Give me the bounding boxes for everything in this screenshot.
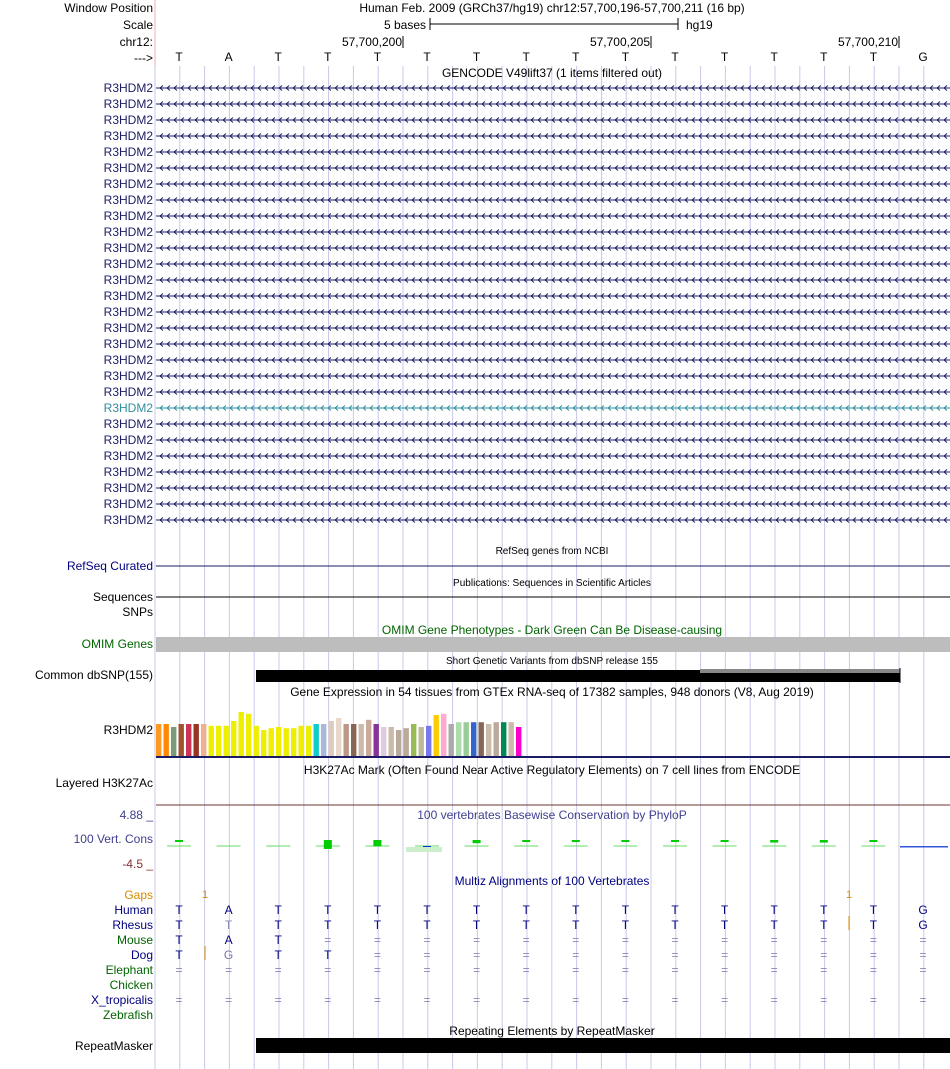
sequence-base: T	[770, 50, 778, 64]
alignment-base: =	[770, 948, 778, 962]
alignment-base: T	[720, 918, 729, 932]
alignment-base: =	[572, 963, 580, 977]
gtex-tissue-bar	[216, 726, 221, 757]
gencode-transcript-label[interactable]: R3HDM2	[103, 369, 153, 383]
chrom-label: chr12:	[119, 35, 153, 49]
gencode-transcript-label[interactable]: R3HDM2	[103, 177, 153, 191]
alignment-base: =	[324, 933, 332, 947]
multiz-species-label: Dog	[130, 948, 153, 962]
gtex-tissue-bar	[441, 714, 446, 757]
alignment-base: =	[473, 963, 481, 977]
alignment-base: =	[473, 993, 481, 1007]
omim-bar	[156, 637, 950, 652]
alignment-base: =	[820, 963, 828, 977]
gtex-tissue-bar	[231, 721, 236, 757]
ruler-tick-label: 57,700,200	[341, 35, 402, 49]
gencode-transcript-label[interactable]: R3HDM2	[103, 417, 153, 431]
refseq-track-label[interactable]: RefSeq Curated	[66, 559, 153, 573]
gtex-tissue-bar	[336, 718, 341, 757]
ruler-tick-label: 57,700,210	[837, 35, 898, 49]
alignment-base: A	[224, 903, 233, 917]
alignment-base: =	[423, 993, 431, 1007]
sequence-base: G	[918, 50, 928, 64]
alignment-base: G	[223, 948, 234, 962]
alignment-base: T	[175, 933, 183, 947]
alignment-base: T	[324, 948, 332, 962]
alignment-base: =	[621, 933, 629, 947]
conservation-score-bar	[869, 840, 877, 842]
scale-db-label: hg19	[686, 18, 713, 32]
alignment-base: =	[770, 963, 778, 977]
alignment-base: T	[621, 918, 630, 932]
alignment-base: T	[175, 903, 183, 917]
alignment-base: T	[720, 903, 729, 917]
alignment-base: =	[324, 993, 332, 1007]
alignment-base: =	[225, 993, 233, 1007]
conservation-score-bar	[900, 846, 948, 848]
alignment-base: T	[522, 903, 530, 917]
gtex-tissue-bar	[494, 722, 499, 757]
alignment-base: T	[274, 903, 282, 917]
alignment-base: T	[175, 948, 183, 962]
conservation-track-label[interactable]: 100 Vert. Cons	[73, 832, 153, 846]
alignment-base: =	[671, 948, 679, 962]
sequence-base: T	[175, 50, 183, 64]
alignment-base: T	[522, 918, 530, 932]
alignment-base: =	[473, 933, 481, 947]
gtex-tissue-bar	[516, 727, 521, 757]
alignment-base: =	[820, 948, 828, 962]
alignment-base: T	[671, 903, 679, 917]
alignment-base: =	[522, 993, 530, 1007]
dbsnp-track-title: Short Genetic Variants from dbSNP release 155	[446, 656, 658, 667]
conservation-score-bar	[175, 840, 183, 842]
gencode-transcript-label[interactable]: R3HDM2	[103, 81, 153, 95]
gtex-tissue-bar	[344, 724, 349, 757]
alignment-base: =	[423, 963, 431, 977]
gencode-transcript-label[interactable]: R3HDM2	[103, 465, 153, 479]
gtex-tissue-bar	[269, 728, 274, 757]
alignment-base: =	[671, 933, 679, 947]
gtex-tissue-bar	[329, 721, 334, 757]
alignment-base: T	[621, 903, 630, 917]
gencode-transcript-label[interactable]: R3HDM2	[103, 209, 153, 223]
multiz-species-label: Human	[114, 903, 153, 917]
alignment-base: =	[522, 963, 530, 977]
alignment-base: T	[820, 918, 828, 932]
strand-label: --->	[134, 51, 153, 65]
alignment-base: T	[572, 918, 580, 932]
h3k27ac-track-title: H3K27Ac Mark (Often Found Near Active Regulatory Elements) on 7 cell lines from ENCODE	[303, 763, 801, 777]
gencode-transcript-label[interactable]: R3HDM2	[103, 161, 153, 175]
conservation-score-bar	[473, 840, 481, 843]
alignment-base: =	[869, 948, 877, 962]
gtex-tissue-bar	[351, 724, 356, 757]
gap-mark: 1	[846, 889, 853, 901]
sequence-base: T	[869, 50, 878, 64]
sequence-base: T	[572, 50, 580, 64]
multiz-track-title: Multiz Alignments of 100 Vertebrates	[454, 874, 650, 888]
alignment-base: T	[869, 903, 878, 917]
gtex-tissue-bar	[246, 714, 251, 757]
alignment-base: T	[770, 903, 778, 917]
gencode-transcript-label[interactable]: R3HDM2	[103, 497, 153, 511]
gencode-transcript-label[interactable]: R3HDM2	[103, 113, 153, 127]
gap-mark: 1	[202, 889, 209, 901]
conservation-score-bar	[671, 840, 679, 842]
gtex-tissue-bar	[224, 726, 229, 757]
gencode-transcript-label[interactable]: R3HDM2	[103, 321, 153, 335]
multiz-species-label: Mouse	[116, 933, 153, 947]
alignment-base: =	[572, 948, 580, 962]
conservation-score-bar	[522, 840, 530, 842]
refseq-track-title: RefSeq genes from NCBI	[495, 546, 609, 557]
gtex-track-title: Gene Expression in 54 tissues from GTEx RNA-seq of 17382 samples, 948 donors (V8, Aug 2019)	[290, 685, 814, 699]
alignment-base: =	[522, 933, 530, 947]
gtex-tissue-bar	[434, 715, 439, 757]
multiz-species-label: Elephant	[105, 963, 153, 977]
sequence-base: T	[373, 50, 382, 64]
gtex-tissue-bar	[314, 724, 319, 757]
conservation-ymax-label: 4.88 _	[119, 808, 153, 822]
conservation-score-bar	[621, 840, 629, 842]
alignment-base: =	[721, 993, 729, 1007]
conservation-negative-region	[406, 847, 442, 852]
gtex-tissue-bar	[374, 724, 379, 757]
sequence-base: T	[621, 50, 630, 64]
alignment-base: =	[721, 948, 729, 962]
gtex-tissue-bar	[449, 724, 454, 757]
alignment-base: =	[820, 933, 828, 947]
repeatmasker-bar	[256, 1038, 950, 1053]
alignment-base: T	[324, 918, 332, 932]
publications-sequences-label[interactable]: Sequences	[92, 590, 153, 604]
alignment-base: G	[918, 918, 928, 932]
sequence-base: T	[720, 50, 729, 64]
alignment-base: =	[919, 948, 927, 962]
gtex-tissue-bar	[156, 724, 161, 757]
gtex-tissue-bar	[456, 722, 461, 757]
alignment-base: T	[423, 903, 431, 917]
repeatmasker-track-label[interactable]: RepeatMasker	[74, 1039, 153, 1053]
omim-track-title: OMIM Gene Phenotypes - Dark Green Can Be Disease-causing	[381, 623, 723, 637]
gencode-transcript-label[interactable]: R3HDM2	[103, 97, 153, 111]
alignment-base: T	[274, 948, 282, 962]
sequence-base: T	[522, 50, 530, 64]
gtex-tissue-bar	[194, 724, 199, 757]
alignment-base: T	[274, 933, 282, 947]
gtex-tissue-bar	[261, 730, 266, 757]
alignment-base: =	[671, 963, 679, 977]
alignment-base: =	[671, 993, 679, 1007]
alignment-base: =	[274, 963, 282, 977]
alignment-base: =	[522, 948, 530, 962]
alignment-base: =	[919, 993, 927, 1007]
alignment-base: =	[373, 933, 381, 947]
alignment-base: T	[869, 918, 878, 932]
alignment-base: T	[274, 918, 282, 932]
alignment-base: G	[918, 903, 928, 917]
gtex-tissue-bar	[411, 724, 416, 757]
alignment-base: T	[671, 918, 679, 932]
conservation-score-bar	[572, 840, 580, 842]
alignment-base: =	[820, 993, 828, 1007]
alignment-base: T	[373, 903, 382, 917]
gtex-tissue-bar	[254, 726, 259, 757]
gencode-transcript-label[interactable]: R3HDM2	[103, 305, 153, 319]
multiz-species-label: Chicken	[109, 978, 153, 992]
publications-snps-label[interactable]: SNPs	[122, 605, 153, 619]
alignment-base: T	[770, 918, 778, 932]
sequence-base: T	[324, 50, 332, 64]
dbsnp-track-label[interactable]: Common dbSNP(155)	[34, 668, 153, 682]
gencode-transcript-label[interactable]: R3HDM2	[103, 225, 153, 239]
gtex-tissue-bar	[171, 727, 176, 757]
scale-text: 5 bases	[383, 18, 426, 32]
gtex-tissue-bar	[321, 724, 326, 757]
alignment-base: =	[621, 963, 629, 977]
dbsnp-variant-bar-secondary	[700, 669, 900, 673]
alignment-base: =	[423, 948, 431, 962]
scale-label: Scale	[122, 18, 153, 32]
ruler-tick-label: 57,700,205	[589, 35, 650, 49]
gencode-transcript-label[interactable]: R3HDM2	[103, 385, 153, 399]
gencode-transcript-label[interactable]: R3HDM2	[103, 481, 153, 495]
gtex-tissue-bar	[276, 727, 281, 757]
alignment-base: =	[175, 963, 183, 977]
gtex-tissue-bar	[419, 727, 424, 757]
gtex-tissue-bar	[186, 724, 191, 757]
alignment-base: A	[224, 933, 233, 947]
alignment-base: =	[721, 963, 729, 977]
conservation-ymin-label: -4.5 _	[122, 857, 153, 871]
conservation-score-bar	[324, 840, 332, 849]
gtex-tissue-bar	[381, 727, 386, 757]
gencode-transcript-label[interactable]: R3HDM2	[103, 193, 153, 207]
sequence-base: A	[224, 50, 233, 64]
gencode-transcript-label[interactable]: R3HDM2	[103, 241, 153, 255]
publications-track-title: Publications: Sequences in Scientific Articles	[453, 578, 651, 589]
gencode-transcript-label[interactable]: R3HDM2	[103, 337, 153, 351]
alignment-base: =	[274, 993, 282, 1007]
sequence-base: T	[274, 50, 282, 64]
gtex-tissue-bar	[284, 728, 289, 757]
alignment-base: =	[869, 963, 877, 977]
gencode-transcript-label[interactable]: R3HDM2	[103, 257, 153, 271]
conservation-score-bar	[721, 840, 729, 842]
conservation-track-title: 100 vertebrates Basewise Conservation by PhyloP	[417, 808, 687, 822]
gtex-tissue-bar	[396, 730, 401, 757]
repeatmasker-track-title: Repeating Elements by RepeatMasker	[449, 1024, 655, 1038]
alignment-base: T	[224, 918, 233, 932]
gencode-track-title: GENCODE V49lift37 (1 items filtered out)	[441, 66, 663, 80]
gencode-transcript-label[interactable]: R3HDM2	[103, 433, 153, 447]
gencode-transcript-label[interactable]: R3HDM2	[103, 353, 153, 367]
gtex-tissue-bar	[389, 727, 394, 757]
gtex-tissue-bar	[201, 724, 206, 757]
alignment-base: =	[572, 993, 580, 1007]
gencode-transcript-label[interactable]: R3HDM2	[103, 129, 153, 143]
gtex-tissue-bar	[306, 726, 311, 757]
alignment-base: =	[175, 993, 183, 1007]
alignment-base: =	[373, 963, 381, 977]
alignment-base: T	[324, 903, 332, 917]
alignment-base: =	[324, 963, 332, 977]
sequence-base: T	[423, 50, 431, 64]
assembly-position-title: Human Feb. 2009 (GRCh37/hg19) chr12:57,700,196-57,700,211 (16 bp)	[359, 1, 745, 15]
gtex-tissue-bar	[366, 720, 371, 757]
alignment-base: T	[373, 918, 382, 932]
alignment-base: =	[572, 933, 580, 947]
gtex-tissue-bar	[164, 724, 169, 757]
alignment-base: =	[721, 933, 729, 947]
alignment-base: =	[869, 993, 877, 1007]
alignment-base: =	[770, 993, 778, 1007]
gtex-tissue-bar	[426, 726, 431, 757]
multiz-species-label: Zebrafish	[102, 1008, 153, 1022]
gtex-tissue-bar	[464, 722, 469, 757]
gtex-tissue-bar	[359, 724, 364, 757]
gencode-transcript-label[interactable]: R3HDM2	[103, 289, 153, 303]
alignment-base: =	[621, 948, 629, 962]
alignment-base: =	[919, 963, 927, 977]
gtex-tissue-bar	[479, 722, 484, 757]
gaps-label: Gaps	[124, 888, 153, 902]
gencode-transcript-label[interactable]: R3HDM2	[103, 273, 153, 287]
gtex-tissue-bar	[299, 726, 304, 757]
multiz-species-label: X_tropicalis	[90, 993, 153, 1007]
alignment-base: =	[373, 993, 381, 1007]
alignment-base: =	[423, 933, 431, 947]
alignment-base: T	[820, 903, 828, 917]
gtex-tissue-bar	[471, 722, 476, 757]
alignment-base: T	[175, 918, 183, 932]
gencode-transcript-label[interactable]: R3HDM2	[103, 401, 153, 415]
alignment-base: T	[472, 918, 481, 932]
h3k27ac-track-label[interactable]: Layered H3K27Ac	[55, 776, 153, 790]
gencode-transcript-label[interactable]: R3HDM2	[103, 145, 153, 159]
gtex-tissue-bar	[239, 712, 244, 757]
alignment-base: =	[770, 933, 778, 947]
alignment-base: T	[472, 903, 481, 917]
alignment-base: =	[621, 993, 629, 1007]
sequence-base: T	[671, 50, 679, 64]
gtex-tissue-bar	[486, 724, 491, 757]
gencode-transcript-label[interactable]: R3HDM2	[103, 513, 153, 527]
alignment-base: =	[373, 948, 381, 962]
sequence-base: T	[820, 50, 828, 64]
gencode-transcript-label[interactable]: R3HDM2	[103, 449, 153, 463]
alignment-base: =	[225, 963, 233, 977]
conservation-score-bar	[770, 840, 778, 843]
alignment-base: =	[473, 948, 481, 962]
gtex-tissue-bar	[501, 722, 506, 757]
alignment-base: =	[919, 933, 927, 947]
gtex-tissue-bar	[509, 722, 514, 757]
conservation-score-bar	[373, 840, 381, 846]
alignment-base: T	[423, 918, 431, 932]
gtex-tissue-bar	[291, 728, 296, 757]
alignment-base: T	[572, 903, 580, 917]
gtex-track-label[interactable]: R3HDM2	[103, 723, 153, 737]
window-position-label: Window Position	[64, 1, 153, 15]
conservation-score-bar	[820, 840, 828, 843]
multiz-species-label: Rhesus	[112, 918, 153, 932]
gtex-tissue-bar	[209, 726, 214, 757]
gtex-tissue-bar	[404, 728, 409, 757]
sequence-base: T	[472, 50, 481, 64]
omim-track-label[interactable]: OMIM Genes	[81, 637, 153, 651]
alignment-base: =	[869, 933, 877, 947]
gtex-tissue-bar	[179, 724, 184, 757]
